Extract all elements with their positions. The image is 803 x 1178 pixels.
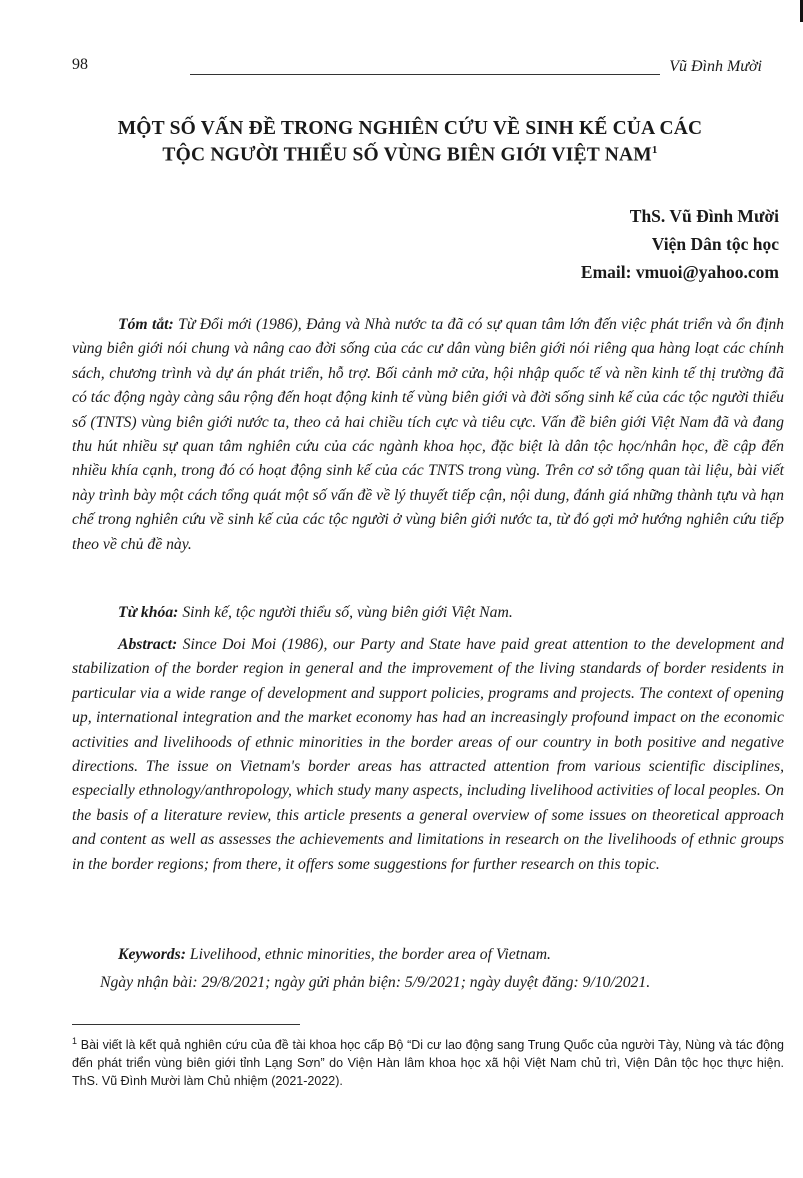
submission-dates: Ngày nhận bài: 29/8/2021; ngày gửi phản biện: 5/9/2021; ngày duyệt đăng: 9/10/2021. bbox=[100, 974, 651, 991]
keywords-vi-label: Từ khóa: bbox=[118, 604, 179, 621]
running-header bbox=[72, 54, 762, 80]
keywords-vietnamese bbox=[72, 601, 784, 625]
abstract-en-label: Abstract: bbox=[118, 636, 178, 653]
footnote-rule bbox=[72, 1024, 300, 1025]
abstract-vi-label: Tóm tắt: bbox=[118, 316, 174, 333]
abstract-english bbox=[72, 633, 784, 877]
article-title-line-2: TỘC NGƯỜI THIỂU SỐ VÙNG BIÊN GIỚI VIỆT NAM$^1$ bbox=[162, 144, 658, 166]
keywords-en-label: Keywords: bbox=[118, 946, 186, 963]
author-affiliation: Viện Dân tộc học bbox=[651, 234, 779, 254]
abstract-en-text: Since Doi Moi (1986), our Party and State have paid great attention to the development and stabilization of the border region in general and the improvement of the living standards of border residents in particular via a wide range of development and support policies, programs and projects. The context of opening up, international integration and the market economy has had an increasingly profound impact on the economic activities and livelihoods of ethnic minorities in the border areas of our country in both positive and negative directions. The issue on Vietnam's border areas has attracted attention from various scientific disciplines, especially ethnology/anthropology, which study many aspects, including livelihood activities of local peoples. On the basis of a literature review, this article presents a general overview of some issues on theoretical approach and content as well as assesses the achievements and limitations in research on the livelihoods of ethnic groups in the border regions; from there, it offers some suggestions for further research on this topic. bbox=[72, 636, 784, 873]
title-footnote-mark: 1 bbox=[651, 144, 658, 156]
author-name: ThS. Vũ Đình Mười bbox=[629, 206, 779, 226]
abstract-vietnamese bbox=[72, 313, 784, 557]
keywords-en-text: Livelihood, ethnic minorities, the border area of Vietnam. bbox=[185, 946, 551, 963]
header-rule bbox=[190, 74, 660, 75]
article-title-line-1: MỘT SỐ VẤN ĐỀ TRONG NGHIÊN CỨU VỀ SINH KẾ CỦA CÁC bbox=[117, 118, 703, 139]
keywords-english bbox=[72, 943, 784, 967]
author-email: Email: vmuoi@yahoo.com bbox=[580, 262, 779, 282]
page-number: 98 bbox=[72, 56, 88, 73]
author-block bbox=[581, 202, 779, 286]
footnote-mark: 1 bbox=[72, 1036, 78, 1046]
footnote bbox=[72, 1032, 784, 1090]
abstract-vi-text: Từ Đổi mới (1986), Đảng và Nhà nước ta đã có sự quan tâm lớn đến việc phát triển và ổn định vùng biên giới nói chung và nâng cao đời sống của các cư dân vùng biên giới nói riêng qua hàng loạt các chính sách, chương trình và dự án phát triển, hỗ trợ. Bối cảnh mở cửa, hội nhập quốc tế và nền kinh tế thị trường đã có tác động ngày càng sâu rộng đến hoạt động kinh tế vùng biên giới và đời sống sinh kế của các tộc người thiểu số (TNTS) vùng biên giới nước ta, theo cả hai chiều tích cực và tiêu cực. Vấn đề biên giới Việt Nam đã và đang thu hút nhiều sự quan tâm nghiên cứu của các ngành khoa học, đặc biệt là dân tộc học/nhân học, đề cập đến nhiều khía cạnh, trong đó có hoạt động sinh kế của các TNTS trong vùng. Trên cơ sở tổng quan tài liệu, bài viết này trình bày một cách tổng quát một số vấn đề về lý thuyết tiếp cận, nội dung, đánh giá những thành tựu và hạn chế trong nghiên cứu về sinh kế của các tộc người ở vùng biên giới nước ta, từ đó gợi mở hướng nghiên cứu tiếp theo về chủ đề này. bbox=[72, 316, 785, 553]
keywords-vi-text: Sinh kế, tộc người thiểu số, vùng biên giới Việt Nam. bbox=[178, 604, 513, 621]
footnote-text: Bài viết là kết quả nghiên cứu của đề tài khoa học cấp Bộ “Di cư lao động sang Trung Quốc của người Tày, Nùng và tác động đến phát triển vùng biên giới tỉnh Lạng Sơn” do Viện Hàn lâm khoa học xã hội Việt Nam chủ trì, Viện Dân tộc học thực hiện. ThS. Vũ Đình Mười làm Chủ nhiệm (2021-2022). bbox=[72, 1038, 784, 1089]
running-author: Vũ Đình Mười bbox=[669, 58, 762, 75]
